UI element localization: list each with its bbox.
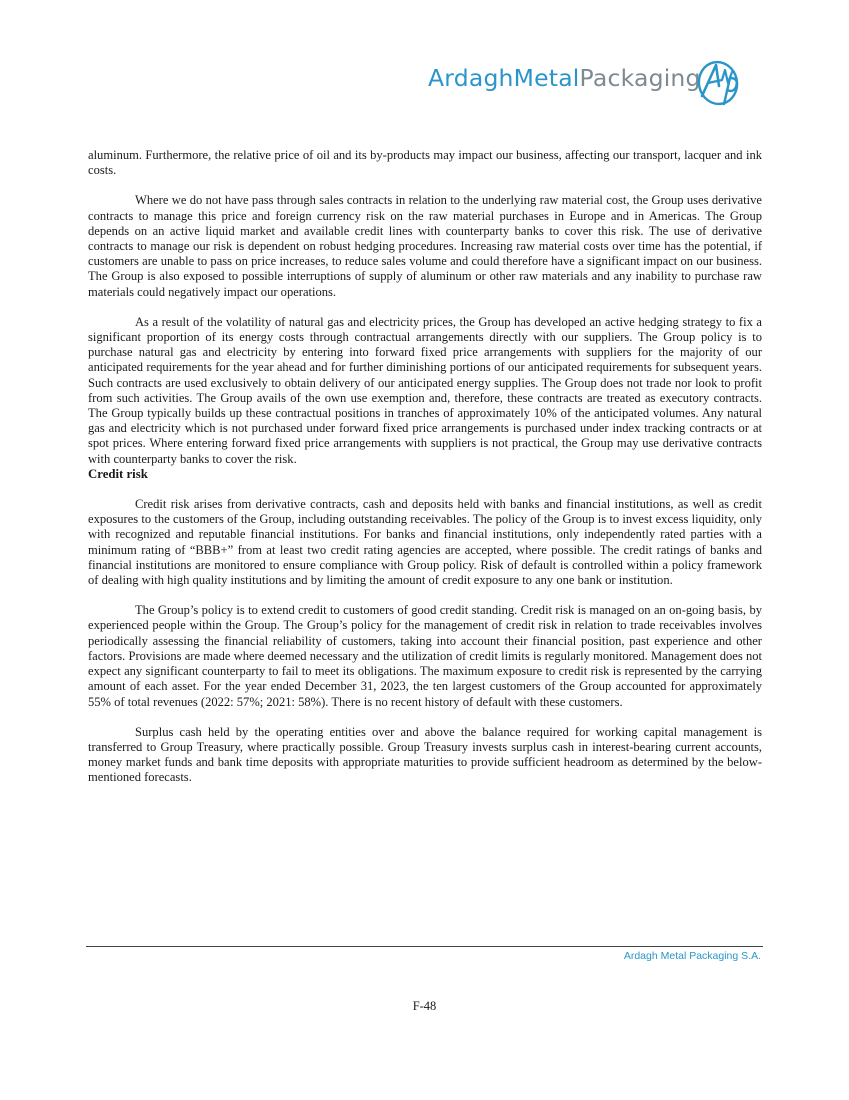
logo-word-metal: Metal: [513, 64, 580, 92]
amp-monogram-icon: [692, 56, 744, 108]
logo-wordmark: [428, 64, 701, 92]
footer-company-name: Ardagh Metal Packaging S.A.: [623, 950, 761, 962]
paragraph-raw-material-continuation: aluminum. Furthermore, the relative price of oil and its by-products may impact our business, affecting our transport, lacquer and ink costs.: [88, 148, 762, 178]
paragraph-surplus-cash: Surplus cash held by the operating entities over and above the balance required for working capital management is transferred to Group Treasury, where practically possible. Group Treasury invests surplus cash in interest-bearing current accounts, money market funds and bank time deposits with appropriate maturities to provide sufficient headroom as determined by the below-mentioned forecasts.: [88, 724, 762, 785]
logo-word-ardagh: Ardagh: [428, 64, 514, 92]
paragraph-derivative-contracts: Where we do not have pass through sales contracts in relation to the underlying raw material cost, the Group uses derivative contracts to manage this price and foreign currency risk on the raw material purchases in Europe and in Americas. The Group depends on an active liquid market and available credit lines with counterparty banks to cover this risk. The use of derivative contracts to manage our risk is dependent on robust hedging procedures. Increasing raw material costs over time has the potential, if customers are unable to pass on price increases, to reduce sales volume and could therefore have a significant impact on our business. The Group is also exposed to possible interruptions of supply of aluminum or other raw materials and any inability to purchase raw materials could negatively impact our operations.: [88, 193, 762, 299]
section-heading-credit-risk: Credit risk: [88, 466, 148, 481]
footer-divider: [86, 946, 763, 947]
paragraph-energy-hedging: As a result of the volatility of natural gas and electricity prices, the Group has developed an active hedging strategy to fix a significant proportion of its energy costs through contractual arrangements directly with our suppliers. The Group policy is to purchase natural gas and electricity by entering into forward fixed price arrangements with suppliers for the majority of our anticipated requirements for the year ahead and for further diminishing portions of our anticipated requirements for subsequent years. Such contracts are used exclusively to obtain delivery of our anticipated energy supplies. The Group does not trade nor look to profit from such activities. The Group avails of the own use exemption and, therefore, these contracts are treated as executory contracts. The Group typically builds up these contractual positions in tranches of approximately 10% of the anticipated volumes. Any natural gas and electricity which is not purchased under forward fixed price arrangements is purchased under index tracking contracts or at spot prices. Where entering forward fixed price arrangements with suppliers is not practical, the Group may use derivative contracts with counterparty banks to cover the risk.: [88, 314, 762, 466]
page-number: F-48: [412, 999, 437, 1013]
paragraph-credit-risk-sources: Credit risk arises from derivative contracts, cash and deposits held with banks and financial institutions, as well as credit exposures to the customers of the Group, including outstanding receivables. The policy of the Group is to invest excess liquidity, only with recognized and reputable financial institutions. For banks and financial institutions, only independently rated parties with a minimum rating of “BBB+” from at least two credit rating agencies are accepted, where possible. The credit ratings of banks and financial institutions are monitored to ensure compliance with Group policy. Risk of default is controlled within a policy framework of dealing with high quality institutions and by limiting the amount of credit exposure to any one bank or institution.: [88, 497, 762, 588]
company-logo: [428, 58, 748, 106]
logo-word-packaging: Packaging: [579, 64, 701, 92]
document-body: [88, 148, 762, 786]
paragraph-customer-credit-policy: The Group’s policy is to extend credit to customers of good credit standing. Credit risk is managed on an on-going basis, by experienced people within the Group. The Group’s policy for the management of credit risk in relation to trade receivables involves periodically assessing the financial reliability of customers, taking into account their financial position, past experience and other factors. Provisions are made where deemed necessary and the utilization of credit limits is regularly monitored. Management does not expect any significant counterparty to fail to meet its obligations. The maximum exposure to credit risk is represented by the carrying amount of each asset. For the year ended December 31, 2023, the ten largest customers of the Group accounted for approximately 55% of total revenues (2022: 57%; 2021: 58%). There is no recent history of default with these customers.: [88, 603, 762, 709]
